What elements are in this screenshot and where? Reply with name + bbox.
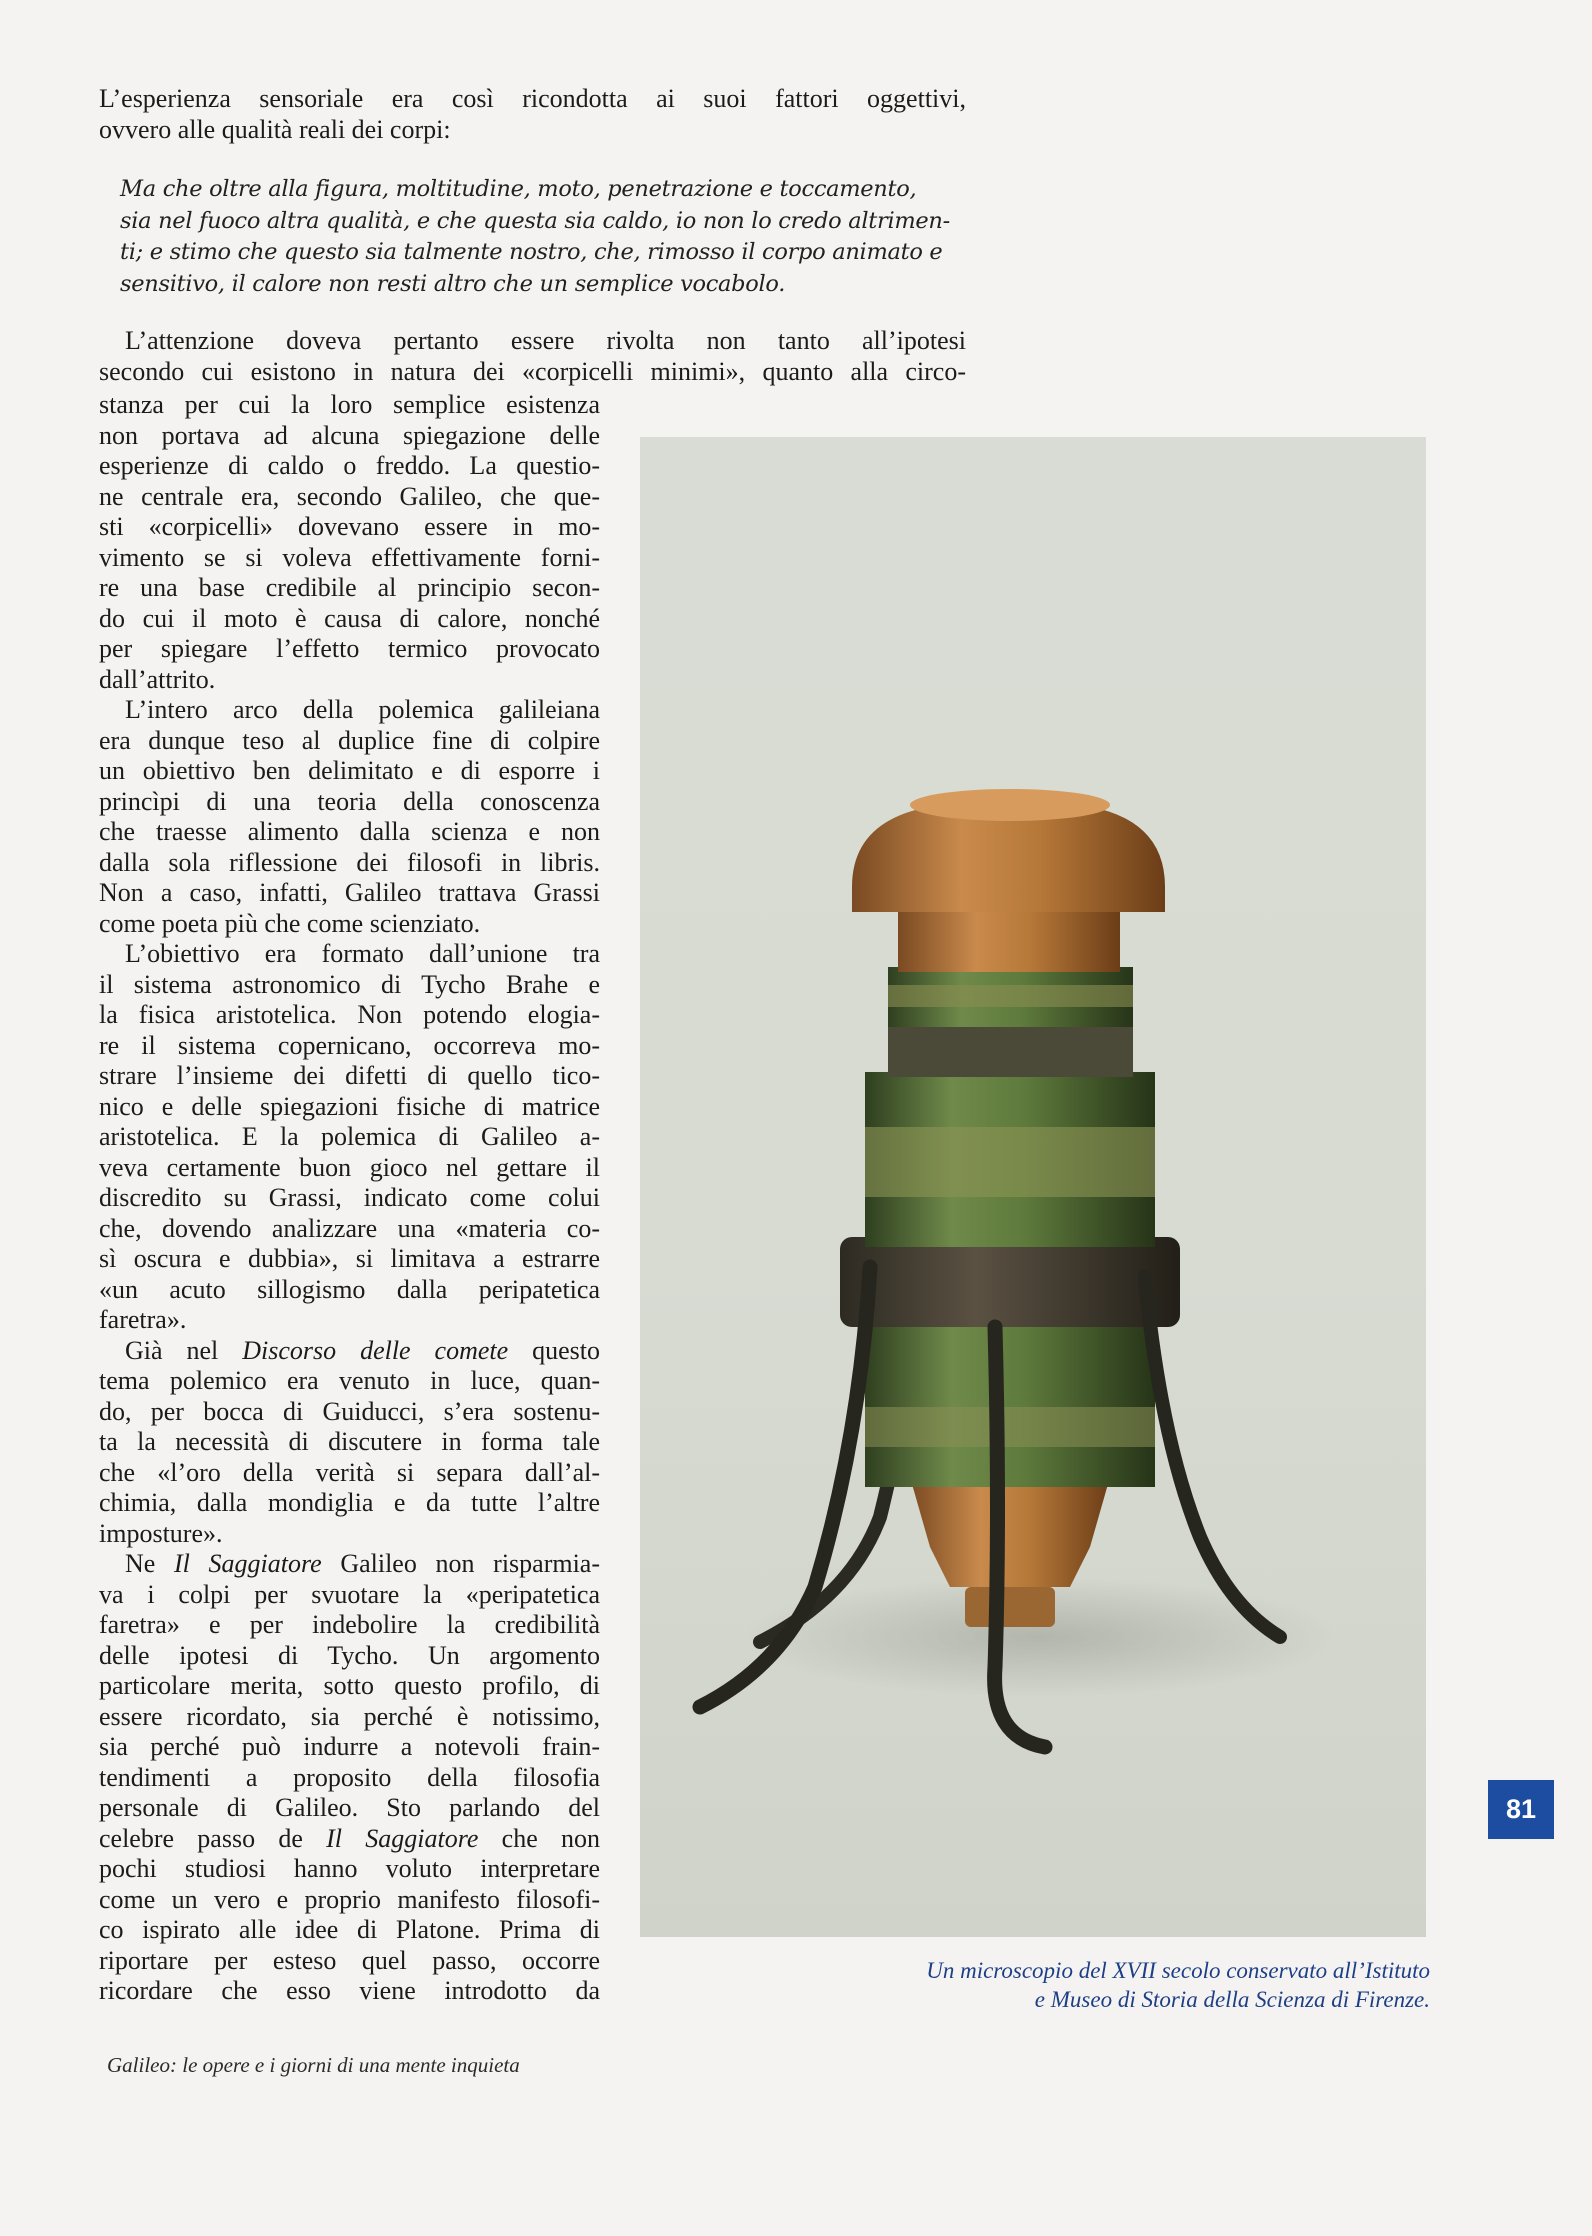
text-line: stanza per cui la loro semplice esistenza (99, 390, 600, 419)
text-line: personale di Galileo. Sto parlando del (99, 1793, 600, 1822)
text-line: do, per bocca di Guiducci, s’era sostenu- (99, 1396, 600, 1426)
text-line: do cui il moto è causa di calore, nonché (99, 603, 600, 633)
drawtube-ring (888, 1022, 1133, 1077)
eyepiece-top (910, 789, 1110, 821)
text-line: sti «corpicelli» dovevano essere in mo- (99, 512, 600, 541)
text-line: ovvero alle qualità reali dei corpi: (99, 114, 451, 144)
text-line: che «l’oro della verità si separa dall’al- (99, 1457, 600, 1487)
text-line: sì oscura e dubbia», si limitava a estrarre (99, 1244, 600, 1273)
text-line: secondo cui esistono in natura dei «corpicelli minimi», quanto alla circo- (99, 356, 966, 386)
italic-title: Il Saggiatore (326, 1823, 479, 1853)
microscope-photo (640, 437, 1426, 1937)
text-line: come poeta più che come scienziato. (99, 908, 481, 938)
text-line: tendimenti a proposito della filosofia (99, 1762, 600, 1792)
text-line: come un vero e proprio manifesto filosofi- (99, 1884, 600, 1914)
column-paragraph (99, 1549, 600, 2007)
text-line (99, 1336, 600, 1367)
iron-ring (840, 1237, 1180, 1327)
column-paragraph (99, 695, 600, 939)
column-paragraph (99, 939, 600, 1336)
text-line: princìpi di una teoria della conoscenza (99, 786, 600, 816)
italic-title: Discorso delle comete (242, 1335, 509, 1365)
text-line: delle ipotesi di Tycho. Un argomento (99, 1640, 600, 1670)
quote-line: Ma che oltre alla figura, moltitudine, moto, penetrazione e toccamento, (120, 176, 917, 202)
text-line: un obiettivo ben delimitato e di esporre i (99, 756, 600, 785)
quote-line: sia nel fuoco altra qualità, e che questa sia caldo, io non lo credo altrimen- (120, 207, 950, 234)
text-fragment: Galileo non risparmia- (321, 1549, 601, 1578)
text-line: dalla sola riflessione dei filosofi in libris. (99, 847, 600, 877)
text-line: discredito su Grassi, indicato come colui (99, 1183, 600, 1212)
text-fragment: celebre passo de (99, 1823, 327, 1853)
text-line: essere ricordato, sia perché è notissimo, (99, 1701, 600, 1731)
text-line: veva certamente buon gioco nel gettare il (99, 1152, 600, 1182)
text-fragment: Già nel (125, 1335, 243, 1365)
text-line: il sistema astronomico di Tycho Brahe e (99, 969, 600, 999)
text-line: co ispirato alle idee di Platone. Prima di (99, 1915, 600, 1944)
text-line: re una base credibile al principio secon- (99, 573, 600, 602)
intro-paragraph (99, 84, 966, 145)
text-line: che traesse alimento dalla scienza e non (99, 817, 600, 846)
text-line: L’attenzione doveva pertanto essere rivolta non tanto all’ipotesi (125, 326, 966, 355)
text-line: L’esperienza sensoriale era così ricondotta ai suoi fattori oggettivi, (99, 84, 966, 113)
text-line: vimento se si voleva effettivamente forni- (99, 542, 600, 572)
text-line: L’intero arco della polemica galileiana (125, 695, 600, 724)
text-fragment: che non (478, 1823, 600, 1853)
eyepiece-cap (852, 805, 1165, 912)
text-fragment: Ne (125, 1549, 174, 1578)
text-line: tema polemico era venuto in luce, quan- (99, 1366, 600, 1395)
full-width-paragraph (99, 326, 966, 387)
caption-line: e Museo di Storia della Scienza di Firenze. (1034, 1987, 1430, 2012)
quote-line: sensitivo, il calore non resti altro che un semplice vocabolo. (120, 270, 786, 297)
text-line: esperienze di caldo o freddo. La questio- (99, 451, 600, 480)
text-line: nico e delle spiegazioni fisiche di matrice (99, 1091, 600, 1121)
text-line (99, 1824, 600, 1855)
text-line: «un acuto sillogismo dalla peripatetica (99, 1274, 600, 1304)
left-column (99, 390, 600, 2007)
text-line: strare l’insieme dei difetti di quello tico- (99, 1061, 600, 1090)
text-line: per spiegare l’effetto termico provocato (99, 634, 600, 663)
block-quote (120, 174, 950, 300)
text-fragment: questo (508, 1335, 601, 1365)
text-line: Non a caso, infatti, Galileo trattava Grassi (99, 878, 600, 907)
page-number-badge: 81 (1488, 1780, 1554, 1839)
text-line: chimia, dalla mondiglia e da tutte l’altre (99, 1488, 600, 1517)
objective-holder (910, 1477, 1110, 1587)
objective-tip (965, 1587, 1055, 1627)
text-line: ta la necessità di discutere in forma tale (99, 1427, 600, 1456)
caption-line: Un microscopio del XVII secolo conservato all’Istituto (926, 1958, 1430, 1983)
text-line: faretra» e per indebolire la credibilità (99, 1610, 600, 1639)
text-line (99, 1549, 600, 1580)
quote-line: ti; e stimo che questo sia talmente nostro, che, rimosso il corpo animato e (120, 239, 943, 265)
text-line: re il sistema copernicano, occorreva mo- (99, 1030, 600, 1060)
text-line: pochi studiosi hanno voluto interpretare (99, 1854, 600, 1883)
text-line: ricordare che esso viene introdotto da (99, 1976, 600, 2005)
column-paragraph (99, 390, 600, 695)
photo-caption (730, 1956, 1430, 2014)
lower-tube (865, 1317, 1155, 1487)
text-line: dall’attrito. (99, 664, 216, 694)
text-line: aristotelica. E la polemica di Galileo a- (99, 1122, 600, 1151)
text-line: faretra». (99, 1305, 187, 1334)
text-line: particolare merita, sotto questo profilo, di (99, 1671, 600, 1700)
text-line: non portava ad alcuna spiegazione delle (99, 420, 600, 450)
text-line: era dunque teso al duplice fine di colpire (99, 725, 600, 755)
engraved-band (865, 1127, 1155, 1197)
italic-title: Il Saggiatore (173, 1549, 322, 1578)
text-line: che, dovendo analizzare una «materia co- (99, 1213, 600, 1243)
text-line: L’obiettivo era formato dall’unione tra (125, 939, 600, 968)
engraved-band (865, 1407, 1155, 1447)
engraved-band (888, 985, 1133, 1007)
text-line: la fisica aristotelica. Non potendo elogia- (99, 1000, 600, 1029)
running-footer: Galileo: le opere e i giorni di una mente inquieta (107, 2053, 520, 2077)
microscope-illustration (640, 437, 1426, 1937)
text-line: ne centrale era, secondo Galileo, che que- (99, 481, 600, 511)
text-line: va i colpi per svuotare la «peripatetica (99, 1579, 600, 1609)
text-line: sia perché può indurre a notevoli frain- (99, 1732, 600, 1761)
column-paragraph (99, 1336, 600, 1550)
text-line: riportare per esteso quel passo, occorre (99, 1945, 600, 1975)
text-line: imposture». (99, 1518, 223, 1548)
